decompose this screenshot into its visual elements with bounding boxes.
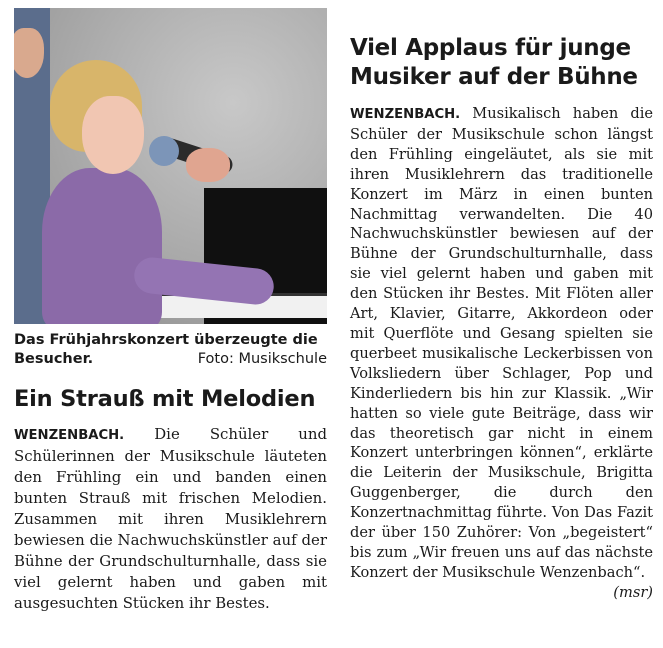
left-dateline: WENZENBACH.: [14, 428, 125, 443]
right-body-text: Musikalisch haben die Schüler der Musikschule schon längst den Frühling eingeläutet, als sie mit ihren Musiklehrern das traditionelle Konzert im März in einen bunten Nachmittag verwandelten. Die 40 Nachwuchskünstler bewiesen auf der Bühne der Grundschulturnhalle, dass sie viel gelernt haben und gaben mit den Stücken ihr Bestes. Mit Flöten aller Art, Klavier, Gitarre, Akkordeon oder mit Querflöte und Gesang spielten sie querbeet musikalische Leckerbissen von Volksliedern über Schlager, Pop und Kinderliedern bis hin zur Klassik. „Wir hatten so viele gute Beiträge, dass wir das theoretisch gar nicht in einem Konzert unterbringen können“, erklärte die Leiterin der Musikschule, Brigitta Guggenberger, die durch den Konzertnachmittag führte. Von Das Fazit der über 150 Zuhörer: Von „begeistert“ bis zum „Wir freuen uns auf das nächste Konzert der Musikschule Wenzenbach“.: [350, 105, 653, 581]
left-body: [14, 424, 327, 614]
caption-text: Das Frühjahrskonzert überzeugte die: [14, 332, 318, 348]
left-article: [14, 8, 327, 614]
hand: [186, 148, 230, 182]
girl-face: [82, 96, 144, 174]
right-article: [350, 8, 653, 603]
left-body-text: Die Schüler und Schülerinnen der Musikschule läuteten den Frühling ein und banden einen bunten Strauß mit frischen Melodien. Zusammen mit ihren Musiklehrern bewiesen die Nachwuchskünstler auf der Bühne der Grundschulturnhalle, dass sie viel gelernt haben und gaben mit ausgesuchten Stücken ihr Bestes.: [14, 425, 327, 612]
concert-photo: [14, 8, 327, 324]
right-dateline: WENZENBACH.: [350, 107, 461, 122]
author-initials: (msr): [613, 583, 653, 601]
right-headline: Viel Applaus für junge Musiker auf der Bühne: [350, 35, 638, 90]
left-headline: Ein Strauß mit Melodien: [14, 386, 316, 412]
girl-body: [42, 168, 162, 324]
photo-credit: Foto: Musikschule: [197, 351, 327, 367]
right-body: [350, 104, 653, 601]
caption-text-2: Besucher.: [14, 351, 94, 367]
microphone-head: [149, 136, 179, 166]
photo-caption: [14, 331, 327, 369]
